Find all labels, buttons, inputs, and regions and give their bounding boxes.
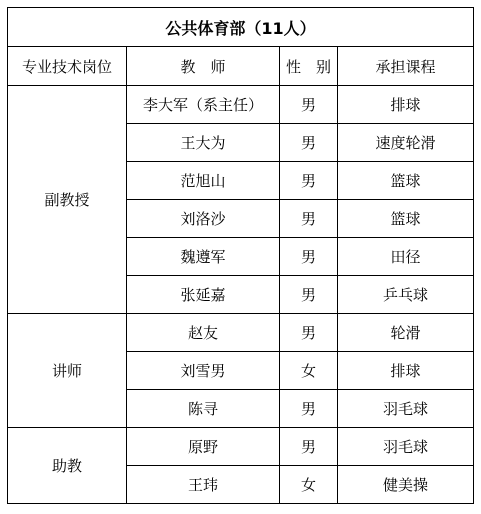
course-cell: 羽毛球 <box>338 428 474 466</box>
gender-cell: 男 <box>280 276 338 314</box>
teacher-cell: 原野 <box>127 428 280 466</box>
table-row <box>8 314 474 352</box>
teacher-cell: 陈寻 <box>127 390 280 428</box>
teacher-cell: 刘雪男 <box>127 352 280 390</box>
position-cell: 助教 <box>8 428 127 504</box>
staff-table <box>7 7 474 504</box>
gender-cell: 男 <box>280 200 338 238</box>
gender-cell: 男 <box>280 124 338 162</box>
gender-cell: 女 <box>280 466 338 504</box>
header-position: 专业技术岗位 <box>8 47 127 86</box>
table-row <box>8 428 474 466</box>
header-course: 承担课程 <box>338 47 474 86</box>
gender-cell: 男 <box>280 314 338 352</box>
table-row <box>8 86 474 124</box>
course-cell: 乒乓球 <box>338 276 474 314</box>
table-body <box>8 86 474 504</box>
teacher-cell: 魏遵军 <box>127 238 280 276</box>
course-cell: 田径 <box>338 238 474 276</box>
teacher-cell: 张延嘉 <box>127 276 280 314</box>
gender-cell: 女 <box>280 352 338 390</box>
teacher-cell: 范旭山 <box>127 162 280 200</box>
course-cell: 排球 <box>338 352 474 390</box>
header-row <box>8 47 474 86</box>
course-cell: 轮滑 <box>338 314 474 352</box>
gender-cell: 男 <box>280 238 338 276</box>
gender-cell: 男 <box>280 86 338 124</box>
course-cell: 篮球 <box>338 200 474 238</box>
course-cell: 健美操 <box>338 466 474 504</box>
course-cell: 篮球 <box>338 162 474 200</box>
teacher-cell: 王大为 <box>127 124 280 162</box>
table-title: 公共体育部（11人） <box>8 8 474 47</box>
teacher-cell: 刘洛沙 <box>127 200 280 238</box>
gender-cell: 男 <box>280 428 338 466</box>
course-cell: 排球 <box>338 86 474 124</box>
teacher-cell: 赵友 <box>127 314 280 352</box>
header-gender: 性 别 <box>280 47 338 86</box>
gender-cell: 男 <box>280 390 338 428</box>
teacher-cell: 王玮 <box>127 466 280 504</box>
header-teacher: 教 师 <box>127 47 280 86</box>
position-cell: 讲师 <box>8 314 127 428</box>
course-cell: 速度轮滑 <box>338 124 474 162</box>
position-cell: 副教授 <box>8 86 127 314</box>
course-cell: 羽毛球 <box>338 390 474 428</box>
gender-cell: 男 <box>280 162 338 200</box>
teacher-cell: 李大军（系主任） <box>127 86 280 124</box>
